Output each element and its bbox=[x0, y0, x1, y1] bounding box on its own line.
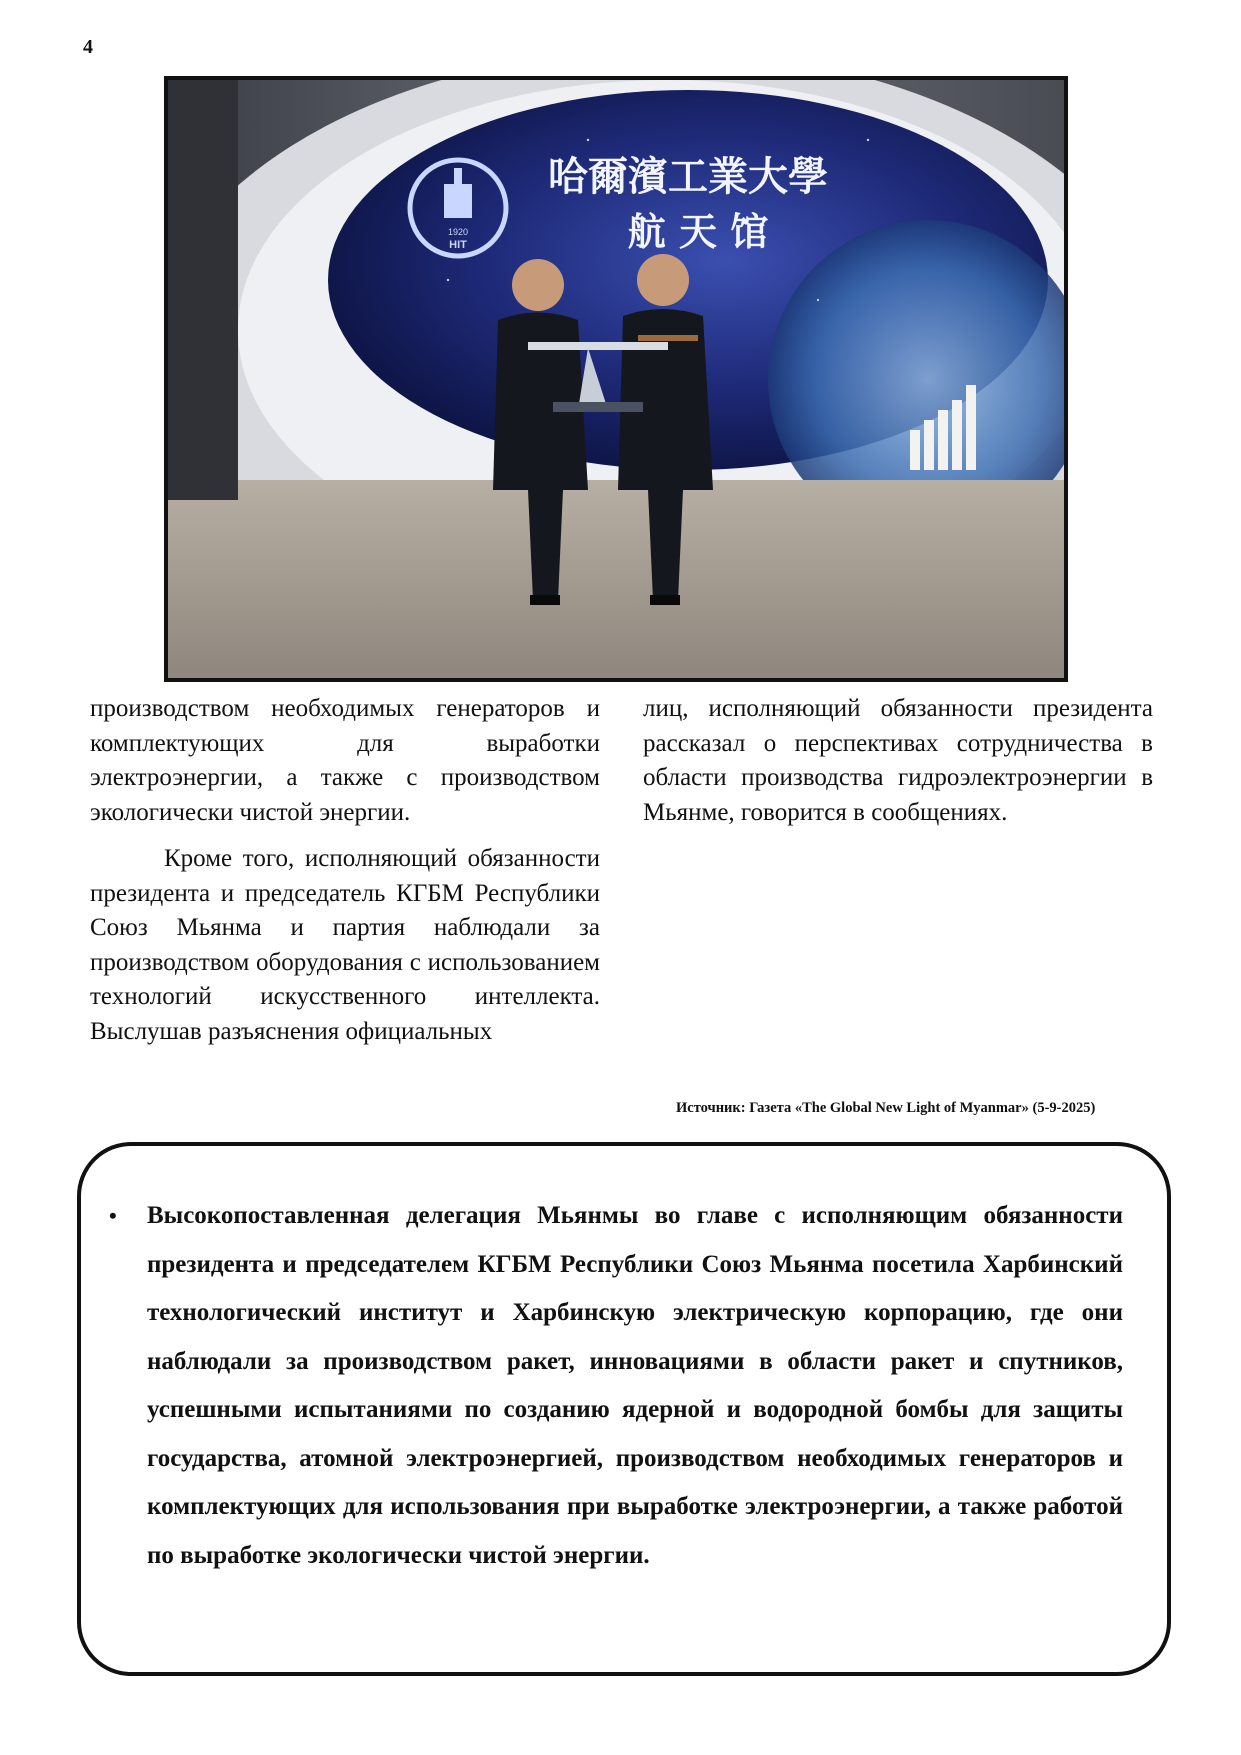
sign-line2: 航 天 馆 bbox=[627, 209, 769, 254]
left-column bbox=[90, 692, 600, 1049]
bullet-icon: • bbox=[109, 1203, 117, 1228]
left-paragraph-1: производством необходимых генераторов и комплектующих для выработки электроэнергии, а также с производством экологически чистой энергии. bbox=[90, 695, 600, 826]
page-number: 4 bbox=[83, 36, 93, 58]
sign-line1: 哈爾濱工業大學 bbox=[548, 153, 828, 200]
source-citation: Источник: Газета «The Global New Light of Myanmar» (5-9-2025) bbox=[676, 1100, 1096, 1116]
summary-list bbox=[109, 1192, 1123, 1580]
summary-item bbox=[109, 1192, 1123, 1580]
right-paragraph-1: лиц, исполняющий обязанности президента рассказал о перспективах сотрудничества в области производства гидроэлектроэнергии в Мьянме, говорится в сообщениях. bbox=[643, 695, 1153, 826]
summary-box bbox=[77, 1142, 1171, 1676]
photo bbox=[164, 76, 1068, 682]
right-column bbox=[643, 692, 1153, 830]
summary-text: Высокопоставленная делегация Мьянмы во главе с исполняющим обязанности президента и председателем КГБМ Республики Союз Мьянма посетила Харбинский технологический институт и Харбинскую электрическую корпорацию, где они наблюдали за производством ракет, инновациями в области ракет и спутников, успешными испытаниями по созданию ядерной и водородной бомбы для защиты государства, атомной электроэнергией, производством необходимых генераторов и комплектующих для использования при выработке электроэнергии, а также работой по выработке экологически чистой энергии. bbox=[147, 1202, 1123, 1569]
svg-text:HIT: HIT bbox=[449, 239, 467, 251]
svg-text:1920: 1920 bbox=[447, 227, 469, 237]
left-paragraph-2: Кроме того, исполняющий обязанности президента и председатель КГБМ Республики Союз Мьянма и партия наблюдали за производством оборудования с использованием технологий искусственного интеллекта. Выслушав разъяснения официальных bbox=[90, 845, 600, 1045]
